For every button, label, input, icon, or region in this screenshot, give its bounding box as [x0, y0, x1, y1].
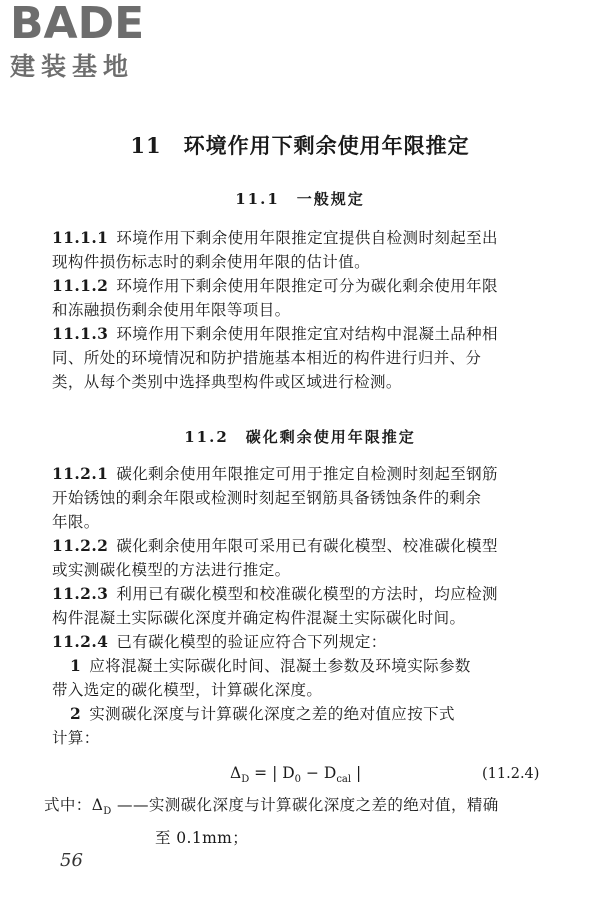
clause-line: [52, 582, 562, 606]
clause-line: 现构件损伤标志时的剩余使用年限的估计值。: [52, 253, 371, 271]
page-number: 56: [60, 850, 83, 871]
formula-number: (11.2.4): [482, 766, 540, 782]
clause-number: 11.2.4: [52, 632, 109, 651]
where-text: ——实测碳化深度与计算碳化深度之差的绝对值，精确: [111, 796, 499, 814]
bade-logo: [10, 2, 180, 86]
logo-brand: BADE: [10, 0, 145, 49]
clause-text: 已有碳化模型的验证应符合下列规定：: [116, 633, 387, 651]
item-line: 带入选定的碳化模型，计算碳化深度。: [52, 681, 323, 699]
section-title-11-2: 11.2 碳化剩余使用年限推定: [184, 428, 416, 446]
where-prefix: 式中：: [44, 796, 92, 814]
item-number: 2: [70, 704, 82, 723]
clause-line: [52, 322, 562, 346]
clause-number: 11.2.2: [52, 536, 109, 555]
item-line: [52, 654, 562, 678]
formula-close: |: [351, 764, 362, 782]
clause-line: 或实测碳化模型的方法进行推定。: [52, 561, 291, 579]
clause-number: 11.2.3: [52, 584, 109, 603]
clause-text: 碳化剩余使用年限推定可用于推定自检测时刻起至钢筋: [116, 465, 498, 483]
chapter-title: 11 环境作用下剩余使用年限推定: [130, 133, 470, 158]
where-line: [44, 792, 564, 825]
clause-line: [52, 534, 562, 558]
clause-text: 环境作用下剩余使用年限推定可分为碳化剩余使用年限: [116, 277, 498, 295]
clause-line: 开始锈蚀的剩余年限或检测时刻起至钢筋具备锈蚀条件的剩余: [52, 489, 482, 507]
clause-line: [52, 226, 562, 250]
item-line: 计算：: [52, 729, 100, 747]
where-line: 至 0.1mm；: [155, 829, 249, 848]
item-number: 1: [70, 656, 82, 675]
formula-delta: Δ: [230, 764, 242, 782]
formula-sub: 0: [294, 774, 302, 786]
clause-number: 11.1.2: [52, 276, 109, 295]
clause-number: 11.2.1: [52, 464, 109, 483]
formula-minus: − D: [301, 764, 337, 782]
item-text: 应将混凝土实际碳化时间、混凝土参数及环境实际参数: [89, 657, 471, 675]
item-line: [52, 702, 562, 726]
where-explanation: [44, 792, 564, 851]
where-symbol: Δ: [91, 796, 104, 814]
formula-sub: cal: [336, 774, 352, 786]
formula-eq: = | D: [249, 764, 295, 782]
clause-text: 碳化剩余使用年限可采用已有碳化模型、校准碳化模型: [116, 537, 498, 555]
clause-text: 利用已有碳化模型和校准碳化模型的方法时，均应检测: [116, 585, 498, 603]
formula-11-2-4: [230, 764, 361, 785]
clause-line: 同、所处的环境情况和防护措施基本相近的构件进行归并、分: [52, 349, 482, 367]
clauses-11-2: [52, 462, 562, 750]
where-symbol-sub: D: [103, 806, 112, 818]
formula-sub: D: [241, 774, 250, 786]
clause-line: 构件混凝土实际碳化深度并确定构件混凝土实际碳化时间。: [52, 609, 466, 627]
clause-text: 环境作用下剩余使用年限推定宜提供自检测时刻起至出: [116, 229, 498, 247]
clause-line: 和冻融损伤剩余使用年限等项目。: [52, 301, 291, 319]
clause-line: [52, 274, 562, 298]
section-title-11-1: 11.1 一般规定: [235, 190, 365, 208]
logo-subtitle: 建装基地: [10, 52, 135, 81]
clause-line: 类，从每个类别中选择典型构件或区域进行检测。: [52, 373, 402, 391]
clause-number: 11.1.3: [52, 324, 109, 343]
item-text: 实测碳化深度与计算碳化深度之差的绝对值应按下式: [89, 705, 455, 723]
clause-line: [52, 462, 562, 486]
clause-line: [52, 630, 562, 654]
clause-text: 环境作用下剩余使用年限推定宜对结构中混凝土品种相: [116, 325, 498, 343]
clauses-11-1: [52, 226, 562, 394]
clause-line: 年限。: [52, 513, 100, 531]
clause-number: 11.1.1: [52, 228, 109, 247]
